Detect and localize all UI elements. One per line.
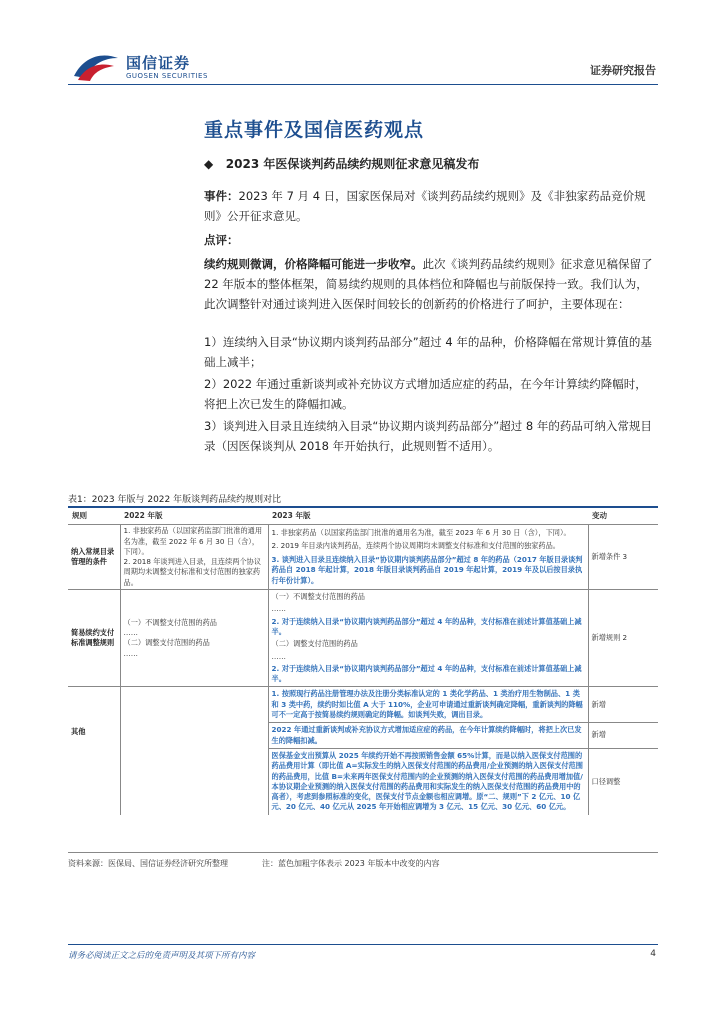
event-text: 2023 年 7 月 4 日，国家医保局对《谈判药品续约规则》及《非独家药品竞价规则》公开征求意见。 [204,189,646,223]
table-source: 资料来源：医保局、国信证券经济研究所整理 [68,859,228,868]
col-header-2022: 2022 年版 [120,508,268,525]
cell-change-g3-r2: 新增 [588,723,658,749]
table-caption: 表1：2023 年版与 2022 年版谈判药品续约规则对比 [68,495,282,505]
col-header-2023: 2023 年版 [268,508,588,525]
cell-2023-g2-b: （二）调整支付范围的药品 [268,638,588,650]
footer-divider [68,944,658,945]
table-row [68,590,658,604]
cell-change-g3-r1: 新增 [588,687,658,723]
cell-change-g1: 新增条件 3 [588,525,658,590]
brand-name: 国信证券 [126,54,191,72]
cell-2023-g2-new2: 2. 对于连续纳入目录“协议期内谈判药品部分”超过 4 年的品种，支付标准在前述计算值基础上减半。 [268,663,588,687]
table-bottom-rule [68,852,658,853]
cell-change-g3-r3: 口径调整 [588,748,658,814]
cell-2023-g1-new: 3. 谈判进入目录且连续纳入目录“协议期内谈判药品部分”超过 8 年的药品（2017 年版目录谈判药品自 2018 年起计算，2018 年版目录谈判药品自 2019 年起计算，2019 年及以后按目录执行年份计算）。 [268,553,588,590]
cell-change-g2: 新增规则 2 [588,590,658,687]
event-paragraph [204,186,658,226]
table-note: 注：蓝色加粗字体表示 2023 年版本中改变的内容 [262,859,440,868]
lead-paragraph [204,254,658,314]
table-row [68,525,658,540]
col-header-change: 变动 [588,508,658,525]
cell-2023-g3-r3: 医保基金支出预算从 2025 年续约开始不再按照销售金额 65%计算，而是以纳入医保支付范围的药品费用计算（即比值 A=实际发生的纳入医保支付范围的药品费用/企业预测的纳入医保支付范围的药品费用，比值 B=未来两年医保支付范围内的企业预测的纳入医保支付范围的药品费用增加值/本协议期企业预测的纳入医保支付范围的药品费用和实际发生的纳入医保支付范围的药品费用中的高者），考虑到参照标准的变化，医保支付节点金额也相应调增。原“二、规则”下 2 亿元、10 亿元、20 亿元、40 亿元从 2025 年开始相应调增为 3 亿元、15 亿元、30 亿元、60 亿元。 [268,748,588,814]
page-number: 4 [650,949,656,959]
event-label: 事件： [204,189,239,203]
row-label-g3: 其他 [71,727,86,737]
header-divider [68,84,658,85]
row-label-g1: 纳入常规目录 管理的条件 [68,525,120,590]
diamond-bullet-icon: ◆ [204,157,214,171]
disclaimer: 请务必阅读正文之后的免责声明及其项下所有内容 [68,951,256,961]
cell-2023-g1-a: 1. 非独家药品（以国家药监部门批准的通用名为准，截至 2023 年 6 月 30 日（含），下同）。 [268,525,588,540]
guosen-logo-icon [72,52,120,82]
lead-bold-text: 续约规则微调，价格降幅可能进一步收窄。 [204,257,423,271]
point-3: 3）谈判进入目录且连续纳入目录“协议期内谈判药品部分”超过 8 年的药品可纳入常规目录（因医保谈判从 2018 年开始执行，此规则暂不适用）。 [204,419,652,453]
cell-2022-g3-empty [120,687,268,815]
cell-2022-g2: （一）不调整支付范围的药品 …… （二）调整支付范围的药品 …… [120,590,268,687]
subsection-title: 2023 年医保谈判药品续约规则征求意见稿发布 [225,157,480,171]
row-label-g2: 简易续约支付 标准调整规则 [68,590,120,687]
cell-2023-g3-r2: 2022 年通过重新谈判或补充协议方式增加适应症的药品，在今年计算续约降幅时，将把上次已发生的降幅扣减。 [268,723,588,749]
cell-2022-g1: 1. 非独家药品（以国家药监部门批准的通用名为准，截至 2022 年 6 月 30 日（含），下同）。 2. 2018 年谈判进入目录，且连续两个协议周期均未调整支付标准和支付范围的独家药品。 [120,525,268,590]
point-2: 2）2022 年通过重新谈判或补充协议方式增加适应症的药品，在今年计算续约降幅时，将把上次已发生的降幅扣减。 [204,377,647,411]
comment-label-paragraph [204,230,658,250]
cell-2023-g3-r1: 1. 按照现行药品注册管理办法及注册分类标准认定的 1 类化学药品、1 类治疗用生物制品、1 类和 3 类中药，续约时如比值 A 大于 110%，企业可申请通过重新谈判确定降幅，重新谈判的降幅可不一定高于按简易续约规则确定的降幅。如谈判失败，调出目录。 [268,687,588,723]
report-type: 证券研究报告 [590,64,656,77]
brand-name-en: GUOSEN SECURITIES [126,72,208,80]
table-row [68,687,658,723]
cell-2023-g2-new1: 2. 对于连续纳入目录“协议期内谈判药品部分”超过 4 年的品种，支付标准在前述计算值基础上减半。 [268,616,588,639]
table-header-row [68,508,658,525]
cell-2023-g1-b: 2. 2019 年目录内谈判药品，连续两个协议周期均未调整支付标准和支付范围的独家药品。 [268,540,588,553]
lead-text: 此次《谈判药品续约规则》征求意见稿保留了 22 年版本的整体框架，简易续约规则的具体档位和降幅也与前版保持一致。我们认为，此次调整针对通过谈判进入医保时间较长的创新药的价格进行了呵护，主要体现在： [204,257,653,311]
col-header-rule: 规则 [68,508,120,525]
cell-2023-g2-dots: …… [268,603,588,615]
rules-comparison-table [68,508,658,815]
comment-label: 点评： [204,233,239,247]
cell-2023-g2-a: （一）不调整支付范围的药品 [268,590,588,604]
section-title: 重点事件及国信医药观点 [204,119,425,141]
cell-2023-g2-dots2: …… [268,651,588,663]
point-1: 1）连续纳入目录“协议期内谈判药品部分”超过 4 年的品种，价格降幅在常规计算值的基础上减半； [204,335,652,369]
subsection-heading [204,155,479,172]
